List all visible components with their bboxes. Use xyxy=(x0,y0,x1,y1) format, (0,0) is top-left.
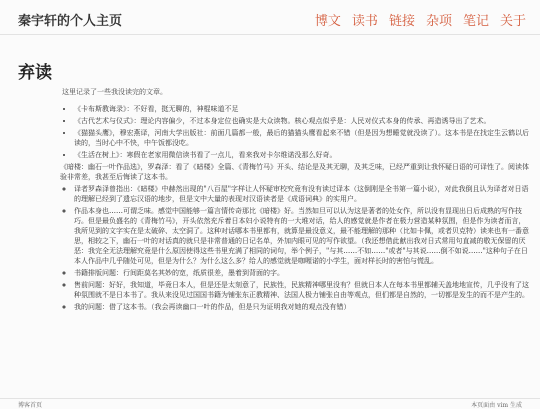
sub-list-item: ◦ 售前问题：好好，我知道，毕竟日本人，但是还是太刻意了，民族性，民族精神哪里没有？但就日本人在每本书里都辅天盖地地宣传，几乎没有了这种氛围就不是日本书了。我从来没见过国国书籍为铺张东正教精神、法国人极力铺张自由等观点，但们都是自然的，一切都是发生的而不是产生的。 xyxy=(74,280,530,300)
footer-generated-by: 本页面由 vim 生成 xyxy=(471,402,522,409)
special-item-text: 《暗楼：幽石一叶作品选》，罗森泽：看了《暗楼》全篇、《青梅竹马》开头、结论是及其无聊，及其乏味，已经严重到让我怀疑日语的可译性了。阅读体验非常差，我甚至后悔读了这本书。 xyxy=(60,163,529,181)
sub-list-item: ◦ 我的问题：借了这本书。（我会再读幽口一叶的作品，但是只为证明我对她的观点没有错） xyxy=(74,302,530,312)
main-nav xyxy=(315,10,526,29)
abandoned-list xyxy=(60,104,530,312)
nav-item-reading[interactable]: 读书 xyxy=(351,14,378,29)
sub-list-wrap xyxy=(60,184,530,312)
nav-item-about[interactable]: 关于 xyxy=(499,14,526,29)
site-title[interactable]: 秦宇轩的个人主页 xyxy=(18,14,123,29)
sub-list-item: ◦ 译者罗森泽曾指出：《暗楼》中赫然出现的"八百屋"字样让人怀疑审校究竟有没有读过译本（这倒刚是全书第一篇小说），对此我倒且认为译者对日语的理解已经到了遗忘汉语的地步，但是文中大量的表现对汉语读者是《成语词典》的实用户。 xyxy=(74,184,530,204)
list-item: • 《古代艺术与仪式》：理论内容偏少，不过本身定位也确实是大众读物。核心观点似乎是：人民对仪式本身的传承、再造诱导出了艺术。 xyxy=(74,116,530,126)
page-title: 弃读 xyxy=(18,63,52,83)
page-intro: 这里记录了一些我没读完的文章。 xyxy=(62,88,167,96)
nav-item-notes[interactable]: 笔记 xyxy=(462,14,489,29)
list-item xyxy=(60,162,530,312)
sub-list-item: ◦ 作品本身也……可谓乏味。感觉中国能够一篇言情传奇那比《暗楼》好。当然如旦可以认为这是著者的处女作，所以没有显现出日后成熟的写作技巧。但是最负盛名的《青梅竹马》，开头依然充斥着日本妇小说特有的一大堆对话，给人的感觉就是作者在极力营造某种氛围，但是作为读者而言，我所见到的文字实在是太破碎、太空洞了。这种对话哪本书里都有，就算是最没意义，最不能理解的那种（比如卡佩，或者贝克特）读来也有一番意思，相较之下，幽石一叶的对话真的就只是非常普通的日记名单，外加内眼可见的写作欲望。（我还想借此献出我对日式常用句直减的敬无保留的厌恶：我完全无法理解究竟是什么原因使得这些书里充满了相同的词句，举个例子，"与其……不如……"或者"与其说……倒不如说……"这种句子在日本人作品中几乎随处可见，但是为什么？为什么这么多？给人的感觉就是咖喱诺的小学生，面对样长时的害怕与慌乱。 xyxy=(74,206,530,266)
footer-home-link[interactable]: 博客首页 xyxy=(18,402,43,409)
nav-item-misc[interactable]: 杂项 xyxy=(425,14,452,29)
main-content xyxy=(60,104,530,314)
list-item: • 《猫猫头鹰》，穆宏燕译，河南大学出版社：前面几篇都一般，最后的猫猫头鹰看起来不错（但是因为想睡觉就没读了）。这本书是在找定生云鹤以后读的，当时心中不快，中午饭都没吃。 xyxy=(74,128,530,148)
list-item: • 《卡布斯教诲录》：不好看，挺无聊的，神棍味道不足 xyxy=(74,104,530,114)
nav-item-links[interactable]: 链接 xyxy=(388,14,415,29)
sub-list xyxy=(60,184,530,312)
list-item: • 《生活在树上》：寒假在老家用微信读书看了一点儿，看来我对卡尔维诺没那么好奇。 xyxy=(74,150,530,160)
nav-item-blog[interactable]: 博文 xyxy=(314,14,341,29)
sub-list-item: ◦ 书籍排版问题：行间距莫名其妙的宽，纸质很差，墨着到背面的字。 xyxy=(74,268,530,278)
site-header xyxy=(0,0,540,35)
